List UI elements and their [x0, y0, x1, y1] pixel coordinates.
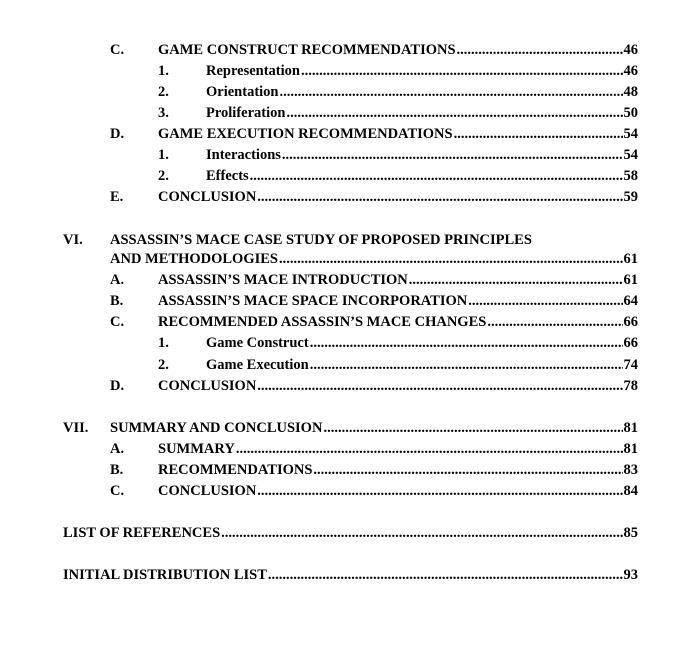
toc-entry-number: VI. — [63, 232, 83, 248]
toc-entry-recommendations — [110, 461, 638, 479]
toc-leader-dots — [257, 377, 622, 395]
toc-entry-effects — [158, 167, 638, 185]
toc-entry-number: VII. — [63, 420, 89, 436]
toc-leader-dots — [409, 271, 623, 289]
toc-leader-dots — [286, 104, 622, 122]
toc-entry-number: D. — [110, 378, 125, 394]
toc-entry-title: GAME EXECUTION RECOMMENDATIONS — [158, 126, 453, 142]
toc-leader-dots — [454, 125, 623, 143]
toc-entry-title: GAME CONSTRUCT RECOMMENDATIONS — [158, 42, 456, 58]
toc-entry-title: AND METHODOLOGIES — [110, 251, 278, 267]
toc-entry-page: 83 — [623, 462, 638, 478]
toc-entry-number: C. — [110, 483, 125, 499]
toc-entry-page: 50 — [623, 105, 638, 121]
toc-entry-number: 1. — [158, 147, 169, 163]
toc-entry-assassins-mace-introduction — [110, 271, 638, 289]
toc-entry-title: ASSASSIN’S MACE SPACE INCORPORATION — [158, 293, 468, 309]
toc-entry-page: 59 — [623, 189, 638, 205]
toc-entry-page: 81 — [623, 420, 638, 436]
toc-entry-page: 84 — [623, 483, 638, 499]
toc-entry-conclusion-vi — [110, 377, 638, 395]
toc-entry-number: 2. — [158, 168, 169, 184]
toc-leader-dots — [221, 524, 622, 542]
toc-leader-dots — [468, 292, 622, 310]
toc-entry-number: A. — [110, 272, 125, 288]
toc-entry-page: 61 — [623, 272, 638, 288]
toc-entry-number: C. — [110, 42, 125, 58]
toc-entry-title: Game Execution — [206, 357, 309, 373]
toc-entry-game-execution-recommendations — [110, 125, 638, 143]
toc-entry-title: Orientation — [206, 84, 279, 100]
toc-entry-number: 3. — [158, 105, 169, 121]
toc-entry-assassins-mace-case-study — [110, 250, 638, 268]
toc-entry-number: D. — [110, 126, 125, 142]
toc-entry-number: A. — [110, 441, 125, 457]
toc-entry-number: B. — [110, 293, 124, 309]
toc-entry-summary — [110, 440, 638, 458]
toc-entry-title: CONCLUSION — [158, 378, 257, 394]
toc-leader-dots — [282, 146, 623, 164]
toc-entry-number: C. — [110, 314, 125, 330]
toc-entry-interactions — [158, 146, 638, 164]
toc-entry-page: 78 — [623, 378, 638, 394]
toc-leader-dots — [250, 167, 623, 185]
toc-entry-page: 74 — [623, 357, 638, 373]
toc-leader-dots — [257, 482, 622, 500]
toc-entry-page: 58 — [623, 168, 638, 184]
toc-entry-recommended-assassins-mace-changes — [110, 313, 638, 331]
toc-entry-game-construct — [158, 334, 638, 352]
toc-leader-dots — [280, 83, 623, 101]
toc-leader-dots — [310, 356, 623, 374]
toc-entry-title: Interactions — [206, 147, 281, 163]
toc-leader-dots — [301, 62, 623, 80]
toc-entry-title: SUMMARY — [158, 441, 235, 457]
toc-entry-title: RECOMMENDATIONS — [158, 462, 313, 478]
toc-entry-page: 66 — [623, 314, 638, 330]
toc-entry-page: 54 — [623, 147, 638, 163]
toc-leader-dots — [279, 250, 623, 268]
toc-entry-page: 54 — [623, 126, 638, 142]
toc-entry-page: 46 — [623, 42, 638, 58]
toc-entry-title: Proliferation — [206, 105, 286, 121]
toc-entry-title: Representation — [206, 63, 300, 79]
toc-entry-title: RECOMMENDED ASSASSIN’S MACE CHANGES — [158, 314, 487, 330]
toc-entry-initial-distribution-list — [63, 566, 638, 584]
toc-entry-title: CONCLUSION — [158, 483, 257, 499]
toc-entry-number: B. — [110, 462, 124, 478]
toc-entry-vi-line1 — [63, 231, 532, 249]
toc-entry-title-line1: ASSASSIN’S MACE CASE STUDY OF PROPOSED PRINCIPLES — [110, 232, 532, 248]
toc-entry-game-execution — [158, 356, 638, 374]
toc-entry-page: 46 — [623, 63, 638, 79]
toc-entry-page: 61 — [623, 251, 638, 267]
toc-entry-conclusion-vii — [110, 482, 638, 500]
toc-entry-number: 1. — [158, 335, 169, 351]
toc-entry-title: INITIAL DISTRIBUTION LIST — [63, 567, 267, 583]
toc-leader-dots — [236, 440, 623, 458]
toc-entry-title: LIST OF REFERENCES — [63, 525, 221, 541]
toc-entry-title: SUMMARY AND CONCLUSION — [110, 420, 323, 436]
toc-entry-page: 93 — [623, 567, 638, 583]
toc-leader-dots — [257, 188, 622, 206]
toc-leader-dots — [457, 41, 623, 59]
toc-entry-number: 2. — [158, 84, 169, 100]
toc-entry-page: 64 — [623, 293, 638, 309]
toc-entry-number: 2. — [158, 357, 169, 373]
toc-entry-page: 66 — [623, 335, 638, 351]
toc-entry-list-of-references — [63, 524, 638, 542]
toc-leader-dots — [323, 419, 622, 437]
toc-leader-dots — [310, 334, 623, 352]
toc-entry-representation — [158, 62, 638, 80]
toc-leader-dots — [268, 566, 623, 584]
toc-entry-orientation — [158, 83, 638, 101]
toc-entry-title: CONCLUSION — [158, 189, 257, 205]
toc-entry-game-construct-recommendations — [110, 41, 638, 59]
toc-entry-proliferation — [158, 104, 638, 122]
toc-entry-page: 48 — [623, 84, 638, 100]
toc-leader-dots — [313, 461, 622, 479]
toc-entry-title: Effects — [206, 168, 249, 184]
toc-entry-number: 1. — [158, 63, 169, 79]
toc-entry-conclusion-v — [110, 188, 638, 206]
toc-entry-title: Game Construct — [206, 335, 309, 351]
toc-entry-assassins-mace-space-incorporation — [110, 292, 638, 310]
toc-entry-page: 81 — [623, 441, 638, 457]
toc-entry-summary-and-conclusion — [63, 419, 638, 437]
toc-entry-title: ASSASSIN’S MACE INTRODUCTION — [158, 272, 408, 288]
toc-entry-number: E. — [110, 189, 124, 205]
toc-entry-page: 85 — [623, 525, 638, 541]
toc-leader-dots — [487, 313, 622, 331]
